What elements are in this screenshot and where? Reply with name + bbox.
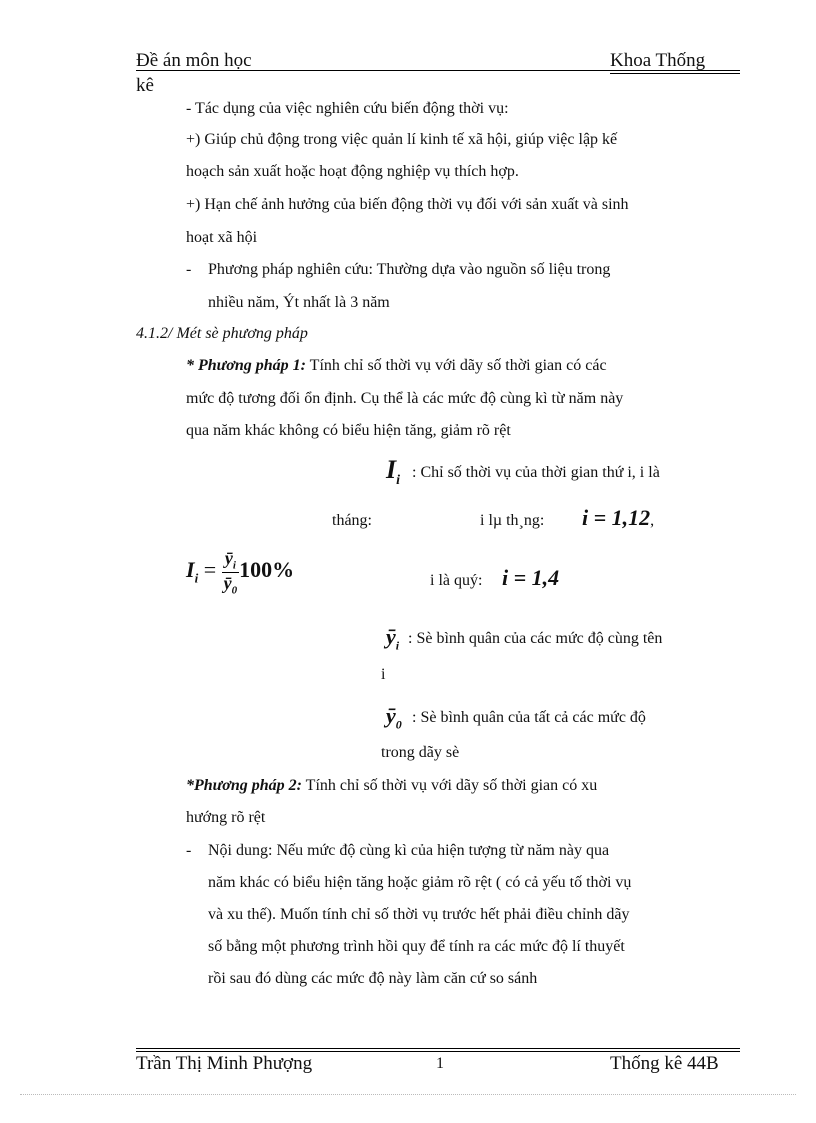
footer-left: Trần Thị Minh Phượng (136, 1053, 313, 1074)
def-y0: : Sè bình quân của tất cả các mức độ (412, 709, 646, 726)
def-yi-2: i (381, 666, 386, 683)
header-right: Khoa Thống (610, 50, 706, 71)
header-rule (136, 70, 740, 71)
header-left: Đề án môn học (136, 50, 252, 71)
bullet: - (186, 261, 192, 278)
bullet: - (186, 842, 192, 859)
text-line: hướng rõ rệt (186, 809, 266, 826)
method2-label: *Phương pháp 2: (186, 777, 302, 794)
month-label: tháng: (332, 512, 372, 529)
footer-right: Thống kê 44B (610, 1053, 719, 1074)
footer-rule (136, 1048, 740, 1049)
method1-text: Tính chỉ số thời vụ với dãy số thời gian có các (305, 357, 607, 374)
page-edge (20, 1094, 796, 1095)
text-line: Phương pháp nghiên cứu: Thường dựa vào nguồn số liệu trong (208, 261, 611, 278)
text-line: năm khác có biểu hiện tăng hoặc giảm rõ rệt ( có cả yếu tố thời vụ (208, 874, 632, 891)
formula: $I_i$ = $\frac{ȳ_i}{ȳ_0}$ 100% (186, 548, 295, 597)
def-Ii: : Chỉ số thời vụ của thời gian thứ i, i là (412, 464, 660, 481)
method1-line (186, 357, 607, 375)
text-line: và xu thế). Muốn tính chỉ số thời vụ trước hết phải điều chỉnh dãy (208, 906, 630, 923)
def-yi: : Sè bình quân của các mức độ cùng tên (408, 630, 663, 647)
symbol-Ii: $I_i$ (386, 455, 401, 489)
header-wrap: kê (136, 75, 154, 96)
method2-text: Tính chỉ số thời vụ với dãy số thời gian có xu (301, 777, 598, 794)
page-number: 1 (436, 1055, 444, 1072)
text-line: Nội dung: Nếu mức độ cùng kì của hiện tượng từ năm này qua (208, 842, 610, 859)
footer-rule-2 (136, 1051, 740, 1052)
section-heading: 4.1.2/ Mét sè phương pháp (136, 325, 308, 342)
symbol-y0: $ȳ_0$ (386, 703, 402, 732)
month-range: i = 1,12, (582, 505, 655, 530)
header-rule-2 (610, 73, 740, 74)
symbol-yi: $ȳ_i$ (386, 624, 400, 653)
text-line: số bằng một phương trình hồi quy để tính ra các mức độ lí thuyết (208, 938, 625, 955)
text-line: mức độ tương đối ổn định. Cụ thể là các mức độ cùng kì từ năm này (186, 390, 624, 407)
text-line: qua năm khác không có biểu hiện tăng, giảm rõ rệt (186, 422, 511, 439)
month-text: i lµ th¸ng: (480, 512, 545, 529)
text-line: nhiều năm, Ýt nhất là 3 năm (208, 294, 390, 311)
method2-line (186, 777, 597, 795)
text-line: hoạch sản xuất hoặc hoạt động nghiệp vụ thích hợp. (186, 163, 519, 180)
text-line: - Tác dụng của việc nghiên cứu biến động thời vụ: (186, 100, 509, 117)
text-line: +) Hạn chế ảnh hưởng của biến động thời vụ đối với sản xuất và sinh (186, 196, 629, 213)
text-line: rồi sau đó dùng các mức độ này làm căn cứ so sánh (208, 970, 538, 987)
quarter-text: i là quý: (430, 572, 483, 589)
text-line: hoạt xã hội (186, 229, 258, 246)
quarter-range: i = 1,4 (502, 565, 560, 590)
text-line: +) Giúp chủ động trong việc quản lí kinh tế xã hội, giúp việc lập kế (186, 131, 618, 148)
def-y0-2: trong dãy sè (381, 744, 460, 761)
method1-label: * Phương pháp 1: (186, 357, 306, 374)
